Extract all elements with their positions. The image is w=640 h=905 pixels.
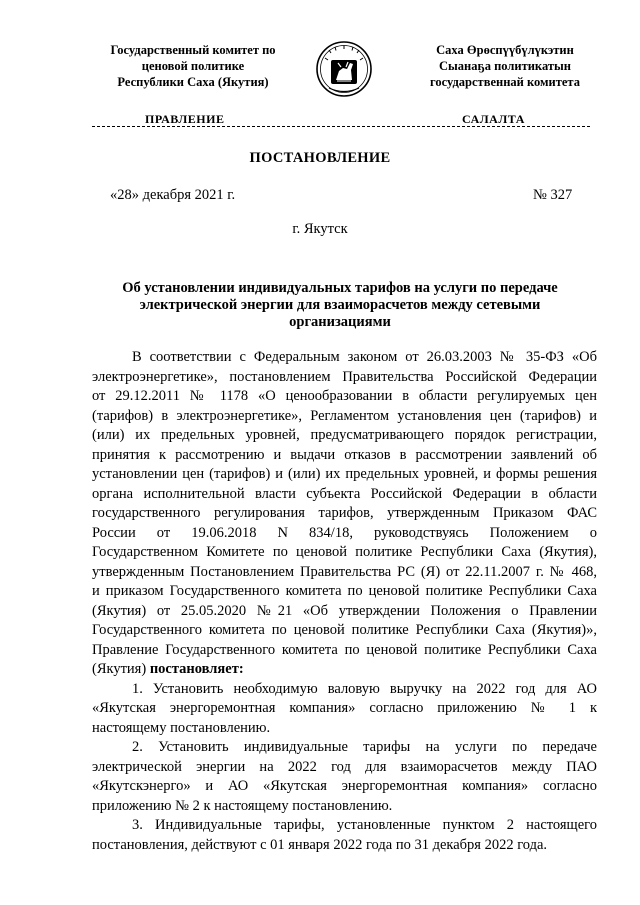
resolves-keyword: постановляет: <box>149 661 244 677</box>
preamble-final-line <box>92 660 597 680</box>
preamble-line: и приказом Государственного комитета по ценовой политике Республики Саха <box>92 583 597 599</box>
right-org-line: Саха Өрөспүүбүлүкэтин <box>436 43 574 57</box>
board-label-yakut: САЛАЛТА <box>462 112 525 126</box>
preamble-line: от 29.12.2011 № 1178 «О ценообразовании в области регулируемых цен <box>92 388 597 404</box>
subject-line: Об установлении индивидуальных тарифов на услуги по передаче <box>122 280 558 296</box>
item2-line: приложению № 2 к настоящему постановлению. <box>92 797 393 814</box>
coat-of-arms-icon <box>315 40 373 98</box>
preamble-line: России от 19.06.2018 N 834/18, руководствуясь Положением о <box>92 524 597 541</box>
preamble-line: Государственном Комитете по ценовой политике Республики Саха (Якутия), <box>92 544 597 560</box>
preamble-line: Правление Государственного комитета по ценовой политике Республики Саха <box>92 641 597 658</box>
right-organization-name <box>400 42 610 90</box>
document-date: «28» декабря 2021 г. <box>110 187 236 203</box>
item3-line: постановления, действуют с 01 января 2022 года по 31 декабря 2022 года. <box>92 836 548 853</box>
item2-line: электрической энергии на 2022 год для взаиморасчетов между ПАО <box>92 758 597 775</box>
item1-line: настоящему постановлению. <box>92 719 271 736</box>
item2-line: 2. Установить индивидуальные тарифы на услуги по передаче <box>132 739 597 755</box>
document-body <box>92 348 597 855</box>
preamble-line: установлении цен (тарифов) и (или) их предельных уровней, и формы решения <box>92 466 597 482</box>
board-label-russian: ПРАВЛЕНИЕ <box>145 112 225 126</box>
document-subject <box>100 280 580 331</box>
left-org-line: ценовой политике <box>141 59 245 73</box>
preamble-line: электроэнергетике», постановлением Правительства Российской Федерации <box>92 368 597 385</box>
preamble-line: (Якутия) от 25.05.2020 №21 «Об утверждении Положения о Правлении <box>92 602 597 619</box>
preamble-line: (тарифов) в электроэнергетике», Регламентом установления цен (тарифов) и <box>92 407 597 424</box>
item2-line: «Якутскэнерго» и АО «Якутская энергоремонтная компания» согласно <box>92 778 597 794</box>
header-divider <box>92 126 590 127</box>
preamble-line: Государственного комитета по ценовой политике Республики Саха (Якутия)», <box>92 622 597 638</box>
document-title: ПОСТАНОВЛЕНИЕ <box>249 150 391 166</box>
document-number: № 327 <box>533 187 573 203</box>
preamble-final-text: (Якутия) <box>92 661 150 677</box>
right-org-line: Сыанаҕа политикатын <box>439 59 571 73</box>
preamble-line: утвержденным Постановлением Правительства РС (Я) от 22.11.2007 г. № 468, <box>92 563 597 580</box>
left-org-line: Государственный комитет по <box>110 43 276 57</box>
left-organization-name <box>88 42 298 90</box>
preamble-line: В соответствии с Федеральным законом от 26.03.2003 № 35-ФЗ «Об <box>132 349 597 365</box>
item1-line: «Якутская энергоремонтная компания» согласно приложению № 1 к <box>92 700 597 716</box>
left-org-line: Республики Саха (Якутия) <box>117 75 269 89</box>
subject-line: электрической энергии для взаиморасчетов между сетевыми <box>139 297 541 313</box>
document-city: г. Якутск <box>292 221 348 237</box>
preamble-line: государственного регулирования тарифов, утвержденным Приказом ФАС <box>92 505 597 521</box>
item1-line: 1. Установить необходимую валовую выручку на 2022 год для АО <box>132 680 597 697</box>
item3-line: 3. Индивидуальные тарифы, установленные пунктом 2 настоящего <box>132 817 597 833</box>
preamble-line: (или) их предельных уровней, предусматривающего порядок регистрации, <box>92 427 597 443</box>
subject-line: организациями <box>289 314 391 330</box>
preamble-line: органа исполнительной власти субъекта Российской Федерации в области <box>92 485 597 502</box>
right-org-line: государственнай комитета <box>430 75 580 89</box>
preamble-line: принятия к рассмотрению и выдачи отказов в рассмотрении заявлений об <box>92 446 597 463</box>
